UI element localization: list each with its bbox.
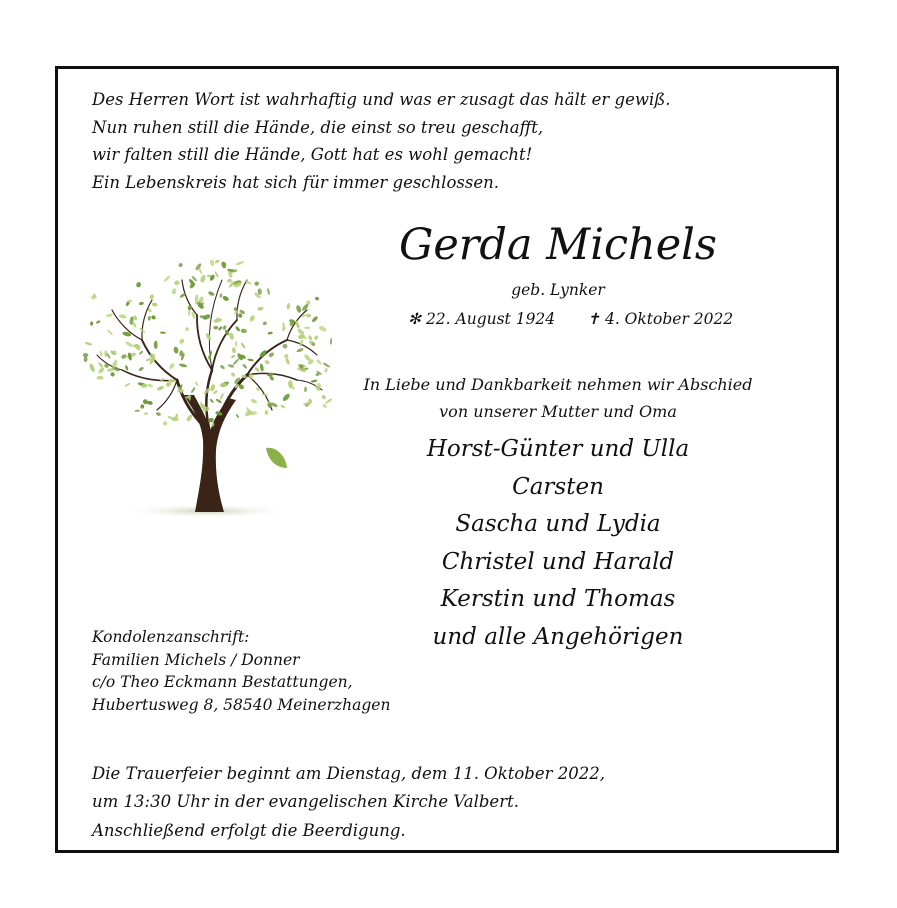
funeral-service	[92, 760, 605, 815]
death-symbol-icon: ✝	[587, 310, 601, 328]
condolence-line: c/o Theo Eckmann Bestattungen,	[92, 673, 353, 691]
mourner: Horst-Günter und Ulla	[426, 436, 690, 462]
verse	[92, 86, 671, 196]
verse-line: Des Herren Wort ist wahrhaftig und was er zusagt das hält er gewiß.	[92, 90, 671, 109]
mourners-list	[300, 431, 816, 656]
burial-note: Anschließend erfolgt die Beerdigung.	[92, 821, 406, 840]
intro-line: von unserer Mutter und Oma	[439, 402, 677, 421]
mourner: Sascha und Lydia	[455, 511, 661, 537]
birth-symbol-icon: ✻	[408, 310, 421, 328]
mourner: und alle Angehörigen	[432, 623, 684, 650]
farewell-intro	[300, 371, 816, 425]
service-line: um 13:30 Uhr in der evangelischen Kirche Valbert.	[92, 791, 519, 811]
death-date: 4. Oktober 2022	[604, 310, 734, 328]
mourner: Carsten	[512, 473, 604, 500]
condolence-line: Kondolenzanschrift:	[92, 628, 250, 646]
intro-line: In Liebe und Dankbarkeit nehmen wir Abschied	[363, 375, 753, 394]
life-dates	[408, 310, 733, 328]
birth-date: 22. August 1924	[425, 310, 556, 328]
tree-icon	[82, 260, 332, 525]
condolence-line: Familien Michels / Donner	[92, 650, 300, 669]
mourner: Kerstin und Thomas	[440, 586, 676, 612]
condolence-line: Hubertusweg 8, 58540 Meinerzhagen	[92, 695, 391, 714]
deceased-name: Gerda Michels	[398, 220, 717, 270]
verse-line: wir falten still die Hände, Gott hat es wohl gemacht!	[92, 145, 533, 164]
verse-line: Nun ruhen still die Hände, die einst so treu geschafft,	[92, 117, 544, 137]
birth-name: geb. Lynker	[511, 281, 605, 299]
condolence-address	[92, 626, 390, 716]
verse-line: Ein Lebenskreis hat sich für immer geschlossen.	[92, 172, 499, 192]
mourner: Christel und Harald	[441, 548, 675, 575]
service-line: Die Trauerfeier beginnt am Dienstag, dem 11. Oktober 2022,	[92, 764, 605, 783]
